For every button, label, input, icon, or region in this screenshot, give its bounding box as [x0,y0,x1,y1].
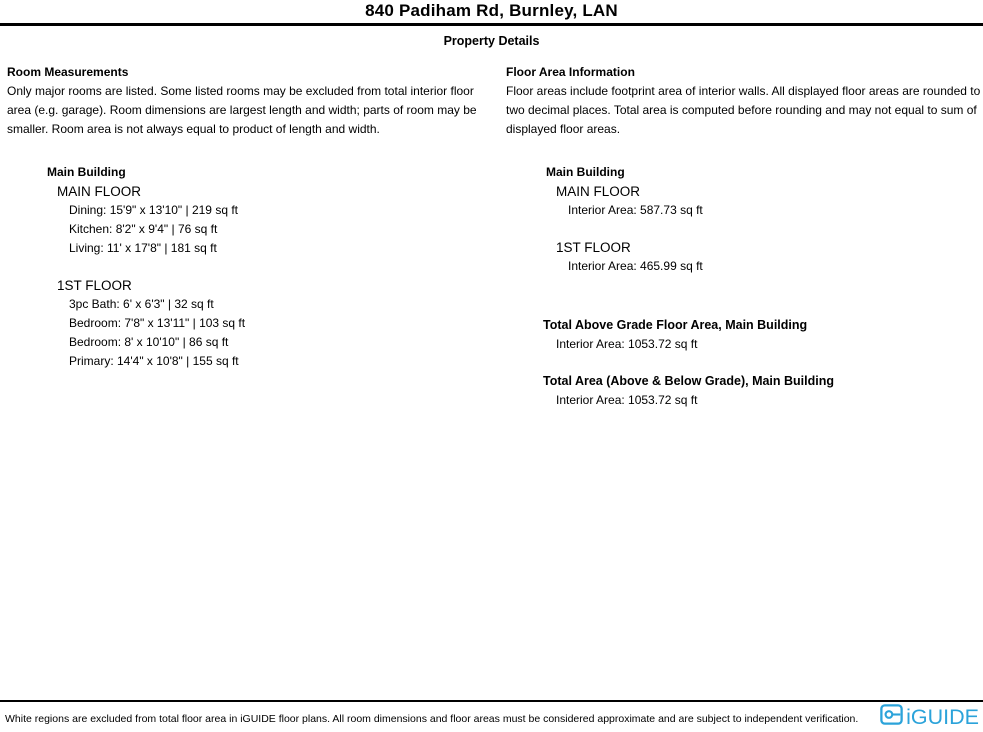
room-line: Dining: 15'9" x 13'10" | 219 sq ft [69,203,238,217]
page-title: 840 Padiham Rd, Burnley, LAN [365,1,618,20]
floor-area-description: Floor areas include footprint area of interior walls. All displayed floor areas are rounded to two decimal places. Total area is computed before rounding and may not equal to sum of displayed floor areas. [506,84,981,136]
room-measurements-section [7,63,491,371]
page-subtitle: Property Details [443,34,540,48]
floor-name: MAIN FLOOR [57,184,142,199]
interior-area-line: Interior Area: 1053.72 sq ft [556,393,698,407]
floor-area-section [506,63,983,410]
floor-block-main-floor [7,182,491,258]
iguide-logo-text: iGUIDE [906,705,979,729]
area-block-main-floor [506,182,983,220]
room-measurements-heading: Room Measurements [7,65,129,79]
room-measurements-description: Only major rooms are listed. Some listed rooms may be excluded from total interior floor area (e.g. garage). Room dimensions are largest length and width; parts of room may be smaller. Room area is not always equal to product of length and width. [7,84,477,136]
building-name: Main Building [47,165,126,179]
iguide-logo [880,704,979,730]
interior-area-line: Interior Area: 465.99 sq ft [568,259,703,273]
footer-disclaimer: White regions are excluded from total floor area in iGUIDE floor plans. All room dimensions and floor areas must be considered approximate and are subject to independent verification. [5,713,859,725]
iguide-camera-icon [880,704,903,730]
page-footer [5,704,979,730]
floor-area-heading: Floor Area Information [506,65,635,79]
room-line: Living: 11' x 17'8" | 181 sq ft [69,241,217,255]
room-line: Primary: 14'4" x 10'8" | 155 sq ft [69,354,239,368]
page-header [0,1,983,49]
total-above-grade-block [506,316,983,354]
floor-name: MAIN FLOOR [556,184,641,199]
footer-divider [0,700,983,702]
total-heading: Total Above Grade Floor Area, Main Building [543,318,808,332]
area-block-1st-floor [506,238,983,276]
interior-area-line: Interior Area: 1053.72 sq ft [556,337,698,351]
total-above-below-grade-block [506,372,983,410]
floor-name: 1ST FLOOR [57,278,132,293]
header-divider [0,23,983,26]
interior-area-line: Interior Area: 587.73 sq ft [568,203,703,217]
floor-area-building [506,163,983,276]
totals-group [506,316,983,410]
room-line: Bedroom: 7'8" x 13'11" | 103 sq ft [69,316,246,330]
floor-block-1st-floor [7,276,491,371]
room-line: Kitchen: 8'2" x 9'4" | 76 sq ft [69,222,218,236]
room-measurements-building [7,163,491,371]
total-heading: Total Area (Above & Below Grade), Main Building [543,374,834,388]
floor-name: 1ST FLOOR [556,240,631,255]
room-line: 3pc Bath: 6' x 6'3" | 32 sq ft [69,297,214,311]
building-name: Main Building [546,165,625,179]
room-line: Bedroom: 8' x 10'10" | 86 sq ft [69,335,229,349]
